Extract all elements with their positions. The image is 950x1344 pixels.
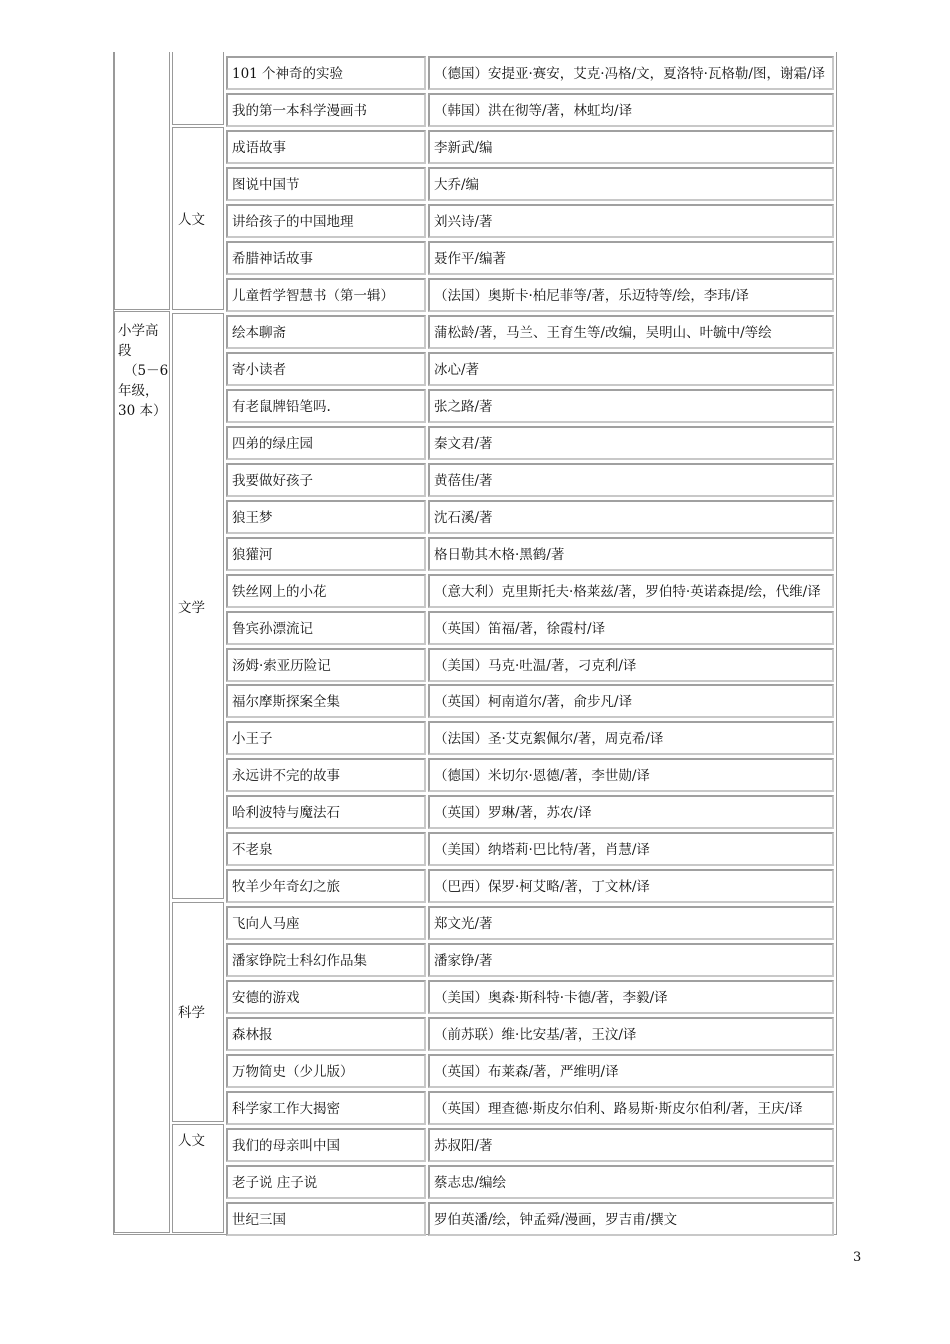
book-title-cell: 儿童哲学智慧书（第一辑）	[226, 278, 426, 312]
book-title-cell: 绘本聊斋	[226, 315, 426, 349]
category-cell-continued	[172, 52, 224, 125]
book-title-cell: 牧羊少年奇幻之旅	[226, 869, 426, 903]
category-cell-science	[172, 902, 224, 1122]
book-author-cell: （英国）笛福/著，徐霞村/译	[428, 611, 834, 645]
book-title-cell: 不老泉	[226, 832, 426, 866]
level-label-line: （5－6	[124, 363, 169, 379]
category-cell-literature	[172, 313, 224, 899]
book-title-cell: 图说中国节	[226, 167, 426, 201]
book-author-cell: （法国）圣·艾克絮佩尔/著，周克希/译	[428, 721, 834, 755]
book-title-cell: 世纪三国	[226, 1202, 426, 1236]
book-author-cell: 李新武/编	[428, 130, 834, 164]
level-cell-upper-grades	[114, 311, 170, 1233]
page-number: 3	[853, 1250, 862, 1265]
book-title-cell: 老子说 庄子说	[226, 1165, 426, 1199]
book-title-cell: 鲁宾孙漂流记	[226, 611, 426, 645]
book-author-cell: （德国）安提亚·赛安，艾克·冯格/文，夏洛特·瓦格勒/图，谢霜/译	[428, 56, 834, 90]
book-author-cell: （韩国）洪在彻等/著，林虹均/译	[428, 93, 834, 127]
book-author-cell: 刘兴诗/著	[428, 204, 834, 238]
book-author-cell: （德国）米切尔·恩德/著，李世勋/译	[428, 758, 834, 792]
book-title-cell: 狼王梦	[226, 500, 426, 534]
book-author-cell: （英国）理查德·斯皮尔伯利、路易斯·斯皮尔伯利/著，王庆/译	[428, 1091, 834, 1125]
level-label-line: 年级，	[118, 383, 159, 399]
category-cell-humanities-top	[172, 127, 224, 310]
book-author-cell: 黄蓓佳/著	[428, 463, 834, 497]
book-title-cell: 我要做好孩子	[226, 463, 426, 497]
book-author-cell: （英国）柯南道尔/著，俞步凡/译	[428, 684, 834, 718]
book-title-cell: 希腊神话故事	[226, 241, 426, 275]
level-label-line: 30 本）	[118, 403, 167, 419]
book-author-cell: 罗伯英潘/绘，钟孟舜/漫画，罗吉甫/撰文	[428, 1202, 834, 1236]
book-title-cell: 我们的母亲叫中国	[226, 1128, 426, 1162]
book-title-cell: 我的第一本科学漫画书	[226, 93, 426, 127]
book-title-cell: 有老鼠牌铅笔吗.	[226, 389, 426, 423]
book-title-cell: 永远讲不完的故事	[226, 758, 426, 792]
category-label: 科学	[178, 1005, 205, 1021]
book-author-cell: 大乔/编	[428, 167, 834, 201]
book-title-cell: 狼獾河	[226, 537, 426, 571]
book-author-cell: （美国）奥森·斯科特·卡德/著，李毅/译	[428, 980, 834, 1014]
book-author-cell: （英国）布莱森/著，严维明/译	[428, 1054, 834, 1088]
book-title-cell: 森林报	[226, 1017, 426, 1051]
book-author-cell: （前苏联）维·比安基/著，王汶/译	[428, 1017, 834, 1051]
book-author-cell: 苏叔阳/著	[428, 1128, 834, 1162]
book-title-cell: 铁丝网上的小花	[226, 574, 426, 608]
book-title-cell: 潘家铮院士科幻作品集	[226, 943, 426, 977]
book-author-cell: 潘家铮/著	[428, 943, 834, 977]
book-title-cell: 小王子	[226, 721, 426, 755]
book-title-cell: 讲给孩子的中国地理	[226, 204, 426, 238]
book-author-cell: 沈石溪/著	[428, 500, 834, 534]
book-author-cell: 秦文君/著	[428, 426, 834, 460]
book-title-cell: 飞向人马座	[226, 906, 426, 940]
book-author-cell: 蔡志忠/编绘	[428, 1165, 834, 1199]
category-cell-humanities-bottom	[172, 1124, 224, 1233]
book-author-cell: （英国）罗琳/著，苏农/译	[428, 795, 834, 829]
book-title-cell: 寄小读者	[226, 352, 426, 386]
book-author-cell: （法国）奥斯卡·柏尼菲等/著，乐迈特等/绘，李玮/译	[428, 278, 834, 312]
book-title-cell: 福尔摩斯探案全集	[226, 684, 426, 718]
category-label: 人文	[178, 1133, 205, 1149]
book-author-cell: 蒲松龄/著，马兰、王育生等/改编，吴明山、叶毓中/等绘	[428, 315, 834, 349]
book-title-cell: 四弟的绿庄园	[226, 426, 426, 460]
book-title-cell: 成语故事	[226, 130, 426, 164]
category-label: 文学	[178, 600, 205, 616]
book-author-cell: （意大利）克里斯托夫·格莱兹/著，罗伯特·英诺森提/绘，代维/译	[428, 574, 834, 608]
book-author-cell: （美国）纳塔莉·巴比特/著，肖慧/译	[428, 832, 834, 866]
level-label-line: 段	[118, 343, 132, 359]
book-title-cell: 101 个神奇的实验	[226, 56, 426, 90]
book-title-cell: 汤姆·索亚历险记	[226, 648, 426, 682]
book-title-cell: 科学家工作大揭密	[226, 1091, 426, 1125]
book-author-cell: 格日勒其木格·黑鹤/著	[428, 537, 834, 571]
book-author-cell: 冰心/著	[428, 352, 834, 386]
book-title-cell: 万物简史（少儿版）	[226, 1054, 426, 1088]
category-label: 人文	[178, 212, 205, 228]
table-right-border	[836, 52, 837, 1235]
book-title-cell: 安德的游戏	[226, 980, 426, 1014]
book-author-cell: （巴西）保罗·柯艾略/著，丁文林/译	[428, 869, 834, 903]
level-cell-continued	[114, 52, 170, 310]
book-title-cell: 哈利波特与魔法石	[226, 795, 426, 829]
book-author-cell: 聂作平/编著	[428, 241, 834, 275]
book-author-cell: 郑文光/著	[428, 906, 834, 940]
book-author-cell: 张之路/著	[428, 389, 834, 423]
level-label	[118, 321, 168, 421]
book-author-cell: （美国）马克·吐温/著，刁克利/译	[428, 648, 834, 682]
level-label-line: 小学高	[118, 323, 159, 339]
